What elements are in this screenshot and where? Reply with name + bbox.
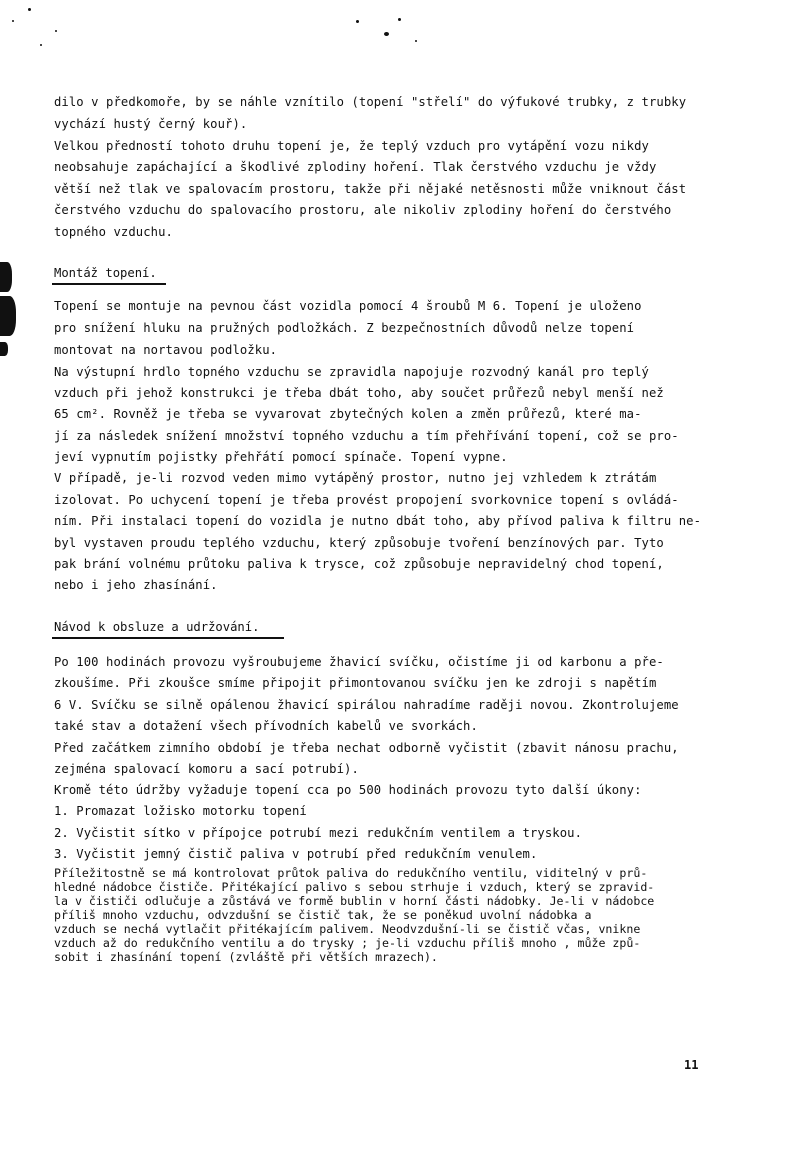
- heading-underline: [52, 637, 284, 639]
- text-line: příliš mnoho vzduchu, odvzdušní se čistič tak, že se poněkud uvolní nádobka a: [54, 908, 592, 922]
- scan-edge-mark: [0, 342, 8, 356]
- text-line: izolovat. Po uchycení topení je třeba provést propojení svorkovnice topení s ovládá-: [54, 493, 679, 507]
- text-line: la v čističi odlučuje a zůstává ve formě bublin v horní části nádobky. Je-li v nádobce: [54, 894, 655, 908]
- text-line: pro snížení hluku na pružných podložkách. Z bezpečnostních důvodů nelze topení: [54, 321, 635, 335]
- text-line: Velkou předností tohoto druhu topení je, že teplý vzduch pro vytápění vozu nikdy: [54, 139, 649, 153]
- text-line: větší než tlak ve spalovacím prostoru, takže při nějaké netěsnosti může vniknout část: [54, 182, 687, 196]
- text-line: vzduch až do redukčního ventilu a do trysky ; je-li vzduchu příliš mnoho , může způ-: [54, 936, 641, 950]
- list-item: 1. Promazat ložisko motorku topení: [54, 804, 307, 818]
- page-number: 11: [684, 1058, 699, 1072]
- text-line: jeví vypnutím pojistky přehřátí pomocí spínače. Topení vypne.: [54, 450, 508, 464]
- text-line: Po 100 hodinách provozu vyšroubujeme žhavicí svíčku, očistíme ji od karbonu a pře-: [54, 655, 664, 669]
- list-item: 3. Vyčistit jemný čistič paliva v potrubí před redukčním venulem.: [54, 847, 538, 861]
- text-line: zkoušíme. Při zkoušce smíme připojit přimontovanou svíčku jen ke zdroji s napětím: [54, 676, 657, 690]
- text-line: Před začátkem zimního období je třeba nechat odborně vyčistit (zbavit nánosu prachu,: [54, 741, 679, 755]
- text-line: pak brání volnému průtoku paliva k trysce, což způsobuje nepravidelný chod topení,: [54, 557, 664, 571]
- text-line: hledné nádobce čističe. Přitékající palivo s sebou strhuje i vzduch, který se zpravid-: [54, 880, 655, 894]
- text-line: neobsahuje zapáchající a škodlivé zplodiny hoření. Tlak čerstvého vzduchu je vždy: [54, 160, 657, 174]
- section-heading: Návod k obsluze a udržování.: [54, 620, 260, 634]
- text-line: nebo i jeho zhasínání.: [54, 578, 218, 592]
- text-line: Kromě této údržby vyžaduje topení cca po 500 hodinách provozu tyto další úkony:: [54, 783, 642, 797]
- text-line: byl vystaven proudu teplého vzduchu, který způsobuje tvoření benzínových par. Tyto: [54, 536, 664, 550]
- text-line: 6 V. Svíčku se silně opálenou žhavicí spirálou nahradíme raději novou. Zkontrolujeme: [54, 698, 679, 712]
- text-line: jí za následek snížení množství topného vzduchu a tím přehřívání topení, což se pro-: [54, 429, 679, 443]
- text-line: také stav a dotažení všech přívodních kabelů ve svorkách.: [54, 719, 478, 733]
- text-line: V případě, je-li rozvod veden mimo vytápěný prostor, nutno jej vzhledem k ztrátám: [54, 471, 657, 485]
- text-line: Na výstupní hrdlo topného vzduchu se zpravidla napojuje rozvodný kanál pro teplý: [54, 365, 649, 379]
- text-line: vzduch při jehož konstrukci je třeba dbát toho, aby součet průřezů nebyl menší než: [54, 386, 664, 400]
- text-line: topného vzduchu.: [54, 225, 173, 239]
- text-line: čerstvého vzduchu do spalovacího prostoru, ale nikoliv zplodiny hoření do čerstvého: [54, 203, 672, 217]
- scan-edge-mark: [0, 296, 16, 336]
- text-line: sobit i zhasínání topení (zvláště při větších mrazech).: [54, 950, 438, 964]
- text-line: Topení se montuje na pevnou část vozidla pomocí 4 šroubů M 6. Topení je uloženo: [54, 299, 642, 313]
- text-line: dilo v předkomoře, by se náhle vznítilo (topení "střelí" do výfukové trubky, z trubky: [54, 95, 687, 109]
- list-item: 2. Vyčistit sítko v přípojce potrubí mezi redukčním ventilem a tryskou.: [54, 826, 583, 840]
- text-line: vzduch se nechá vytlačit přitékajícím palivem. Neodvzdušní-li se čistič včas, vnikne: [54, 922, 641, 936]
- heading-underline: [52, 283, 166, 285]
- text-line: zejména spalovací komoru a sací potrubí).: [54, 762, 359, 776]
- text-line: ním. Při instalaci topení do vozidla je nutno dbát toho, aby přívod paliva k filtru ne-: [54, 514, 702, 528]
- text-line: 65 cm². Rovněž je třeba se vyvarovat zbytečných kolen a změn průřezů, které ma-: [54, 407, 642, 421]
- text-line: Příležitostně se má kontrolovat průtok paliva do redukčního ventilu, viditelný v prů-: [54, 866, 648, 880]
- scan-edge-mark: [0, 262, 12, 292]
- section-heading: Montáž topení.: [54, 266, 157, 280]
- text-line: montovat na nortavou podložku.: [54, 343, 278, 357]
- text-line: vychází hustý černý kouř).: [54, 117, 248, 131]
